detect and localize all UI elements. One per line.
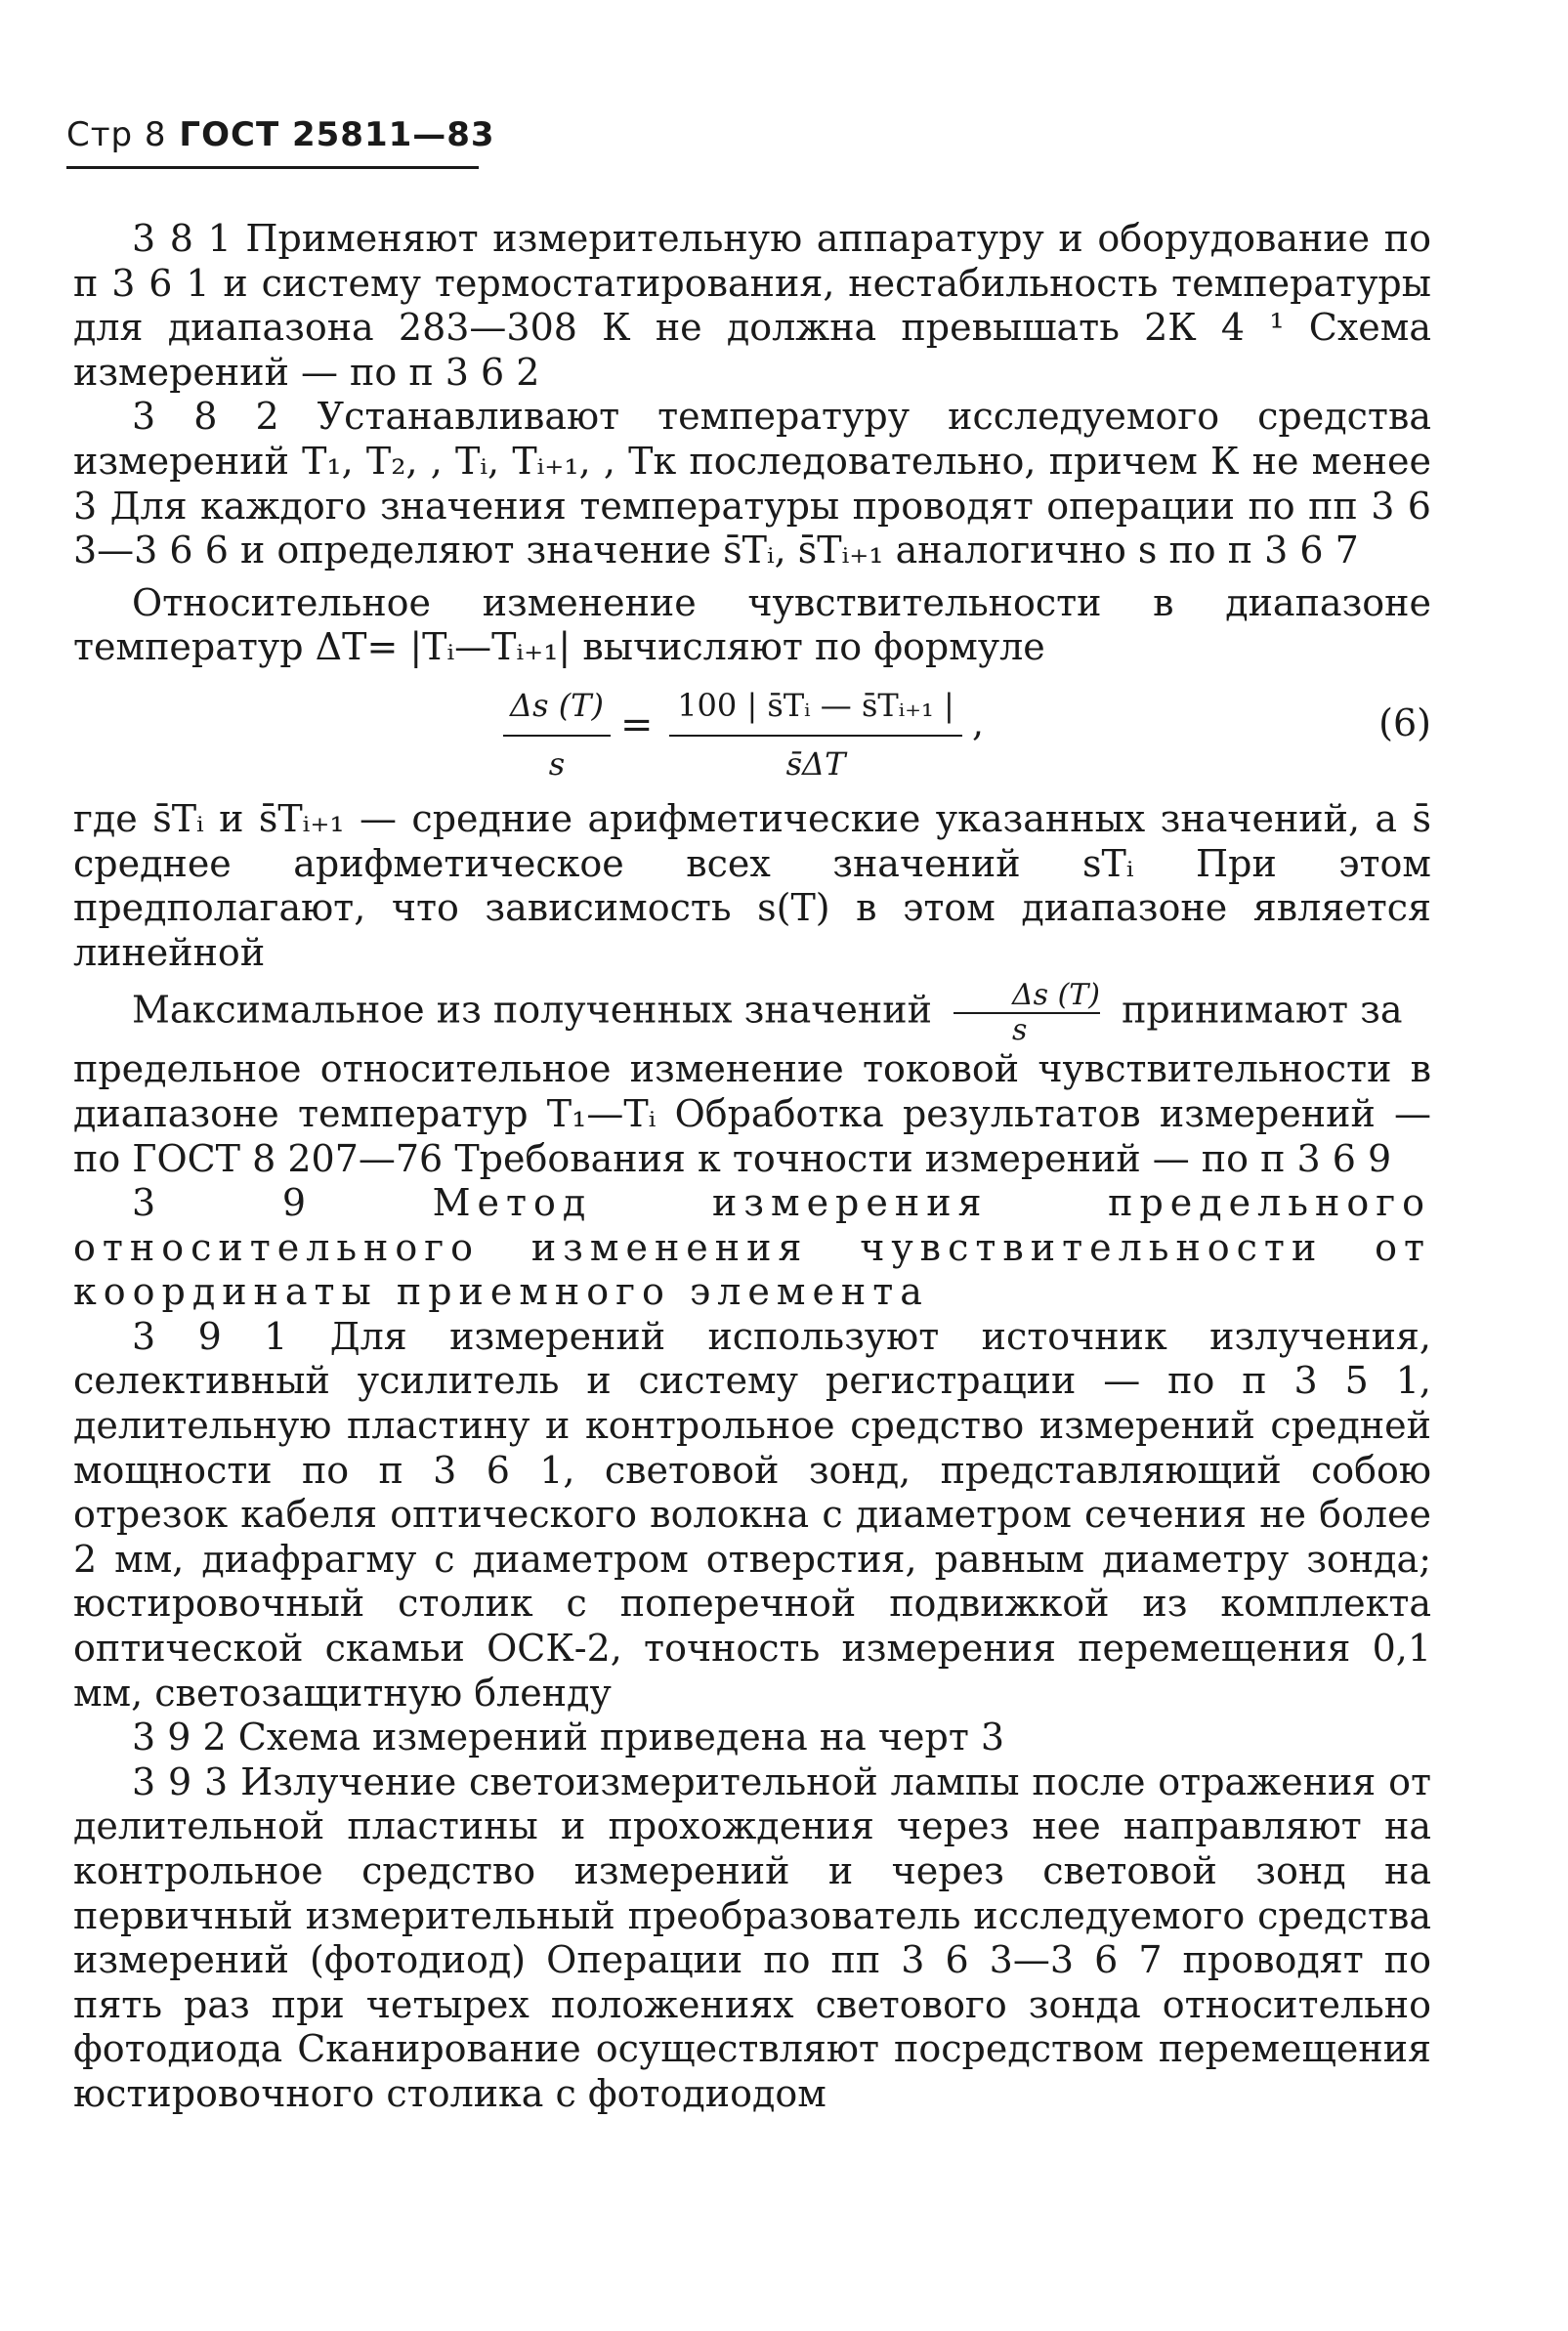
inline-fraction-denominator: s [1012,1013,1028,1048]
paragraph-3-9-2: 3 9 2 Схема измерений приведена на черт 3 [132,1716,1005,1759]
page-header [66,115,495,154]
formula-lhs [503,684,611,786]
formula-lhs-denominator: s [548,744,566,783]
header-rule [66,166,479,169]
paragraph-3-9-3: 3 9 3 Излучение светоизмерительной лампы после отражения от делительной пластины и прохождения через нее направляют на контрольное средство измерений и через световой зонд на первичный измерительный преобразователь исследуемого средства измерений (фотодиод) Операции по пп 3 6 3—3 6 7 проводят по пять раз при четырех положениях светового зонда относительно фотодиода Сканирование осуществляют посредством перемещения юстировочного столика с фотодиодом [73,1759,1431,2115]
paragraph-3-8-2: 3 8 2 Устанавливают температуру исследуемого средства измерений T₁, T₂, , Tᵢ, Tᵢ₊₁, , Tк последовательно, причем К не менее 3 Для каждого значения температуры проводят операции по пп 3 6 3—3 6 6 и определяют значение s̄Tᵢ, s̄Tᵢ₊₁ аналогично s по п 3 6 7 [73,395,1431,572]
fraction-bar [669,735,962,737]
formula-rhs-numerator: 100 | s̄Tᵢ — s̄Tᵢ₊₁ | [677,686,954,724]
fraction-bar [503,735,611,737]
formula-6 [73,676,1431,793]
formula-rhs-denominator: s̄ΔT [785,744,846,783]
section-3-9-heading: 3 9 Метод измерения предельного относительного изменения чувствительности от координаты приемного элемента [73,1181,1431,1314]
paragraph-3-9-1: 3 9 1 Для измерений используют источник излучения, селективный усилитель и систему регистрации — по п 3 5 1, делительную пластину и контрольное средство измерений средней мощности по п 3 6 1, световой зонд, представляющий собою отрезок кабеля оптического волокна с диаметром сечения не более 2 мм, диафрагму с диаметром отверстия, равным диаметру зонда; юстировочный столик с поперечной подвижкой из комплекта оптической скамьи ОСК-2, точность измерения перемещения 0,1 мм, светозащитную бленду [73,1314,1431,1715]
equals-sign: = [620,701,654,747]
inline-fraction [954,979,1100,1047]
inline-fraction-numerator: Δs (T) [1012,978,1101,1013]
paragraph-max [73,979,1431,1047]
formula-lhs-numerator: Δs (T) [509,686,604,724]
page-number: Стр 8 [66,115,167,154]
paragraph-max-continued: предельное относительное изменение токовой чувствительности в диапазоне температур T₁—Tᵢ Обработка результатов измерений — по ГОСТ 8 207—76 Требования к точности измерений — по п 3 6 9 [73,1047,1431,1180]
paragraph-where: где s̄Tᵢ и s̄Tᵢ₊₁ — средние арифметические указанных значений, а s̄ среднее арифметическое всех значений sTᵢ При этом предполагают, что зависимость s(T) в этом диапазоне является линейной [73,796,1431,974]
paragraph-max-end: принимают за [1122,988,1403,1032]
formula-comma: , [972,700,985,744]
formula-number: (6) [1378,700,1431,744]
formula-rhs [669,684,962,786]
standard-code: ГОСТ 25811—83 [179,115,495,154]
body-text [73,217,1431,2117]
paragraph-max-start: Максимальное из полученных значений [132,988,932,1032]
paragraph-3-8-1: 3 8 1 Применяют измерительную аппаратуру и оборудование по п 3 6 1 и систему термостатирования, нестабильность температуры для диапазона 283—308 К не должна превышать 2К 4 ¹ Схема измерений — по п 3 6 2 [73,217,1431,394]
paragraph-relative-change: Относительное изменение чувствительности в диапазоне температур ΔT= |Tᵢ—Tᵢ₊₁| вычисляют по формуле [73,580,1431,669]
